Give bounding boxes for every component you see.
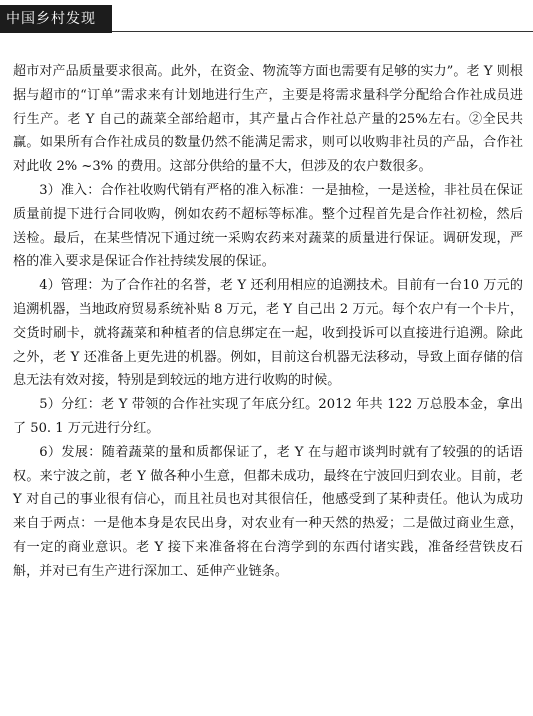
paragraph-admission: 3）准入：合作社收购代销有严格的准入标准：一是抽检，一是送检，非社员在保证质量前提下进行合同收购，例如农药不超标等标准。整个过程首先是合作社初检，然后送检。最后，在某些情况下通过统一采购农药来对蔬菜的质量进行保证。调研发现，严格的准入要求是保证合作社持续发展的保证。 bbox=[13, 182, 523, 270]
paragraph-dividend: 5）分红：老 Y 带领的合作社实现了年底分红。2012 年共 122 万总股本金，拿出了 50. 1 万元进行分红。 bbox=[13, 397, 523, 436]
article-body bbox=[13, 60, 523, 584]
paragraph-continued: 超市对产品质量要求很高。此外，在资金、物流等方面也需要有足够的实力”。老 Y 则根据与超市的“订单”需求来有计划地进行生产，主要是将需求量科学分配给合作社成员进行生产。老 Y 自己的蔬菜全部给超市，其产量占合作社总产量的25%左右。②全民共赢。如果所有合作社成员的数量仍然不能满足需求，则可以收购非社员的产品，合作社对此收 2% ~3% 的费用。这部分供给的量不大，但涉及的农户数很多。 bbox=[13, 64, 523, 175]
paragraph-development: 6）发展：随着蔬菜的量和质都保证了，老 Y 在与超市谈判时就有了较强的的话语权。来宁波之前，老 Y 做各种小生意，但都未成功，最终在宁波回归到农业。目前，老 Y 对自己的事业很有信心，而且社员也对其很信任，他感受到了某种责任。他认为成功来自于两点：一是他本身是农民出身，对农业有一种天然的热爱；二是做过商业生意，有一定的商业意识。老 Y 接下来准备将在台湾学到的东西付诸实践，准备经营铁皮石斛，并对已有生产进行深加工、延伸产业链条。 bbox=[13, 444, 523, 579]
section-title: 中国乡村发现 bbox=[0, 5, 112, 33]
paragraph-management: 4）管理：为了合作社的名誉，老 Y 还利用相应的追溯技术。目前有一台10 万元的追溯机器，当地政府贸易系统补贴 8 万元，老 Y 自己出 2 万元。每个农户有一个卡片，交货时刷卡，就将蔬菜和种植者的信息绑定在一起，收到投诉可以直接进行追溯。除此之外，老 Y 还准备上更先进的机器。例如，目前这台机器无法移动，导致上面存储的信息无法有效对接，特别是到较远的地方进行收购的时候。 bbox=[13, 278, 523, 389]
running-header bbox=[0, 5, 533, 33]
header-rule-line bbox=[112, 31, 533, 32]
